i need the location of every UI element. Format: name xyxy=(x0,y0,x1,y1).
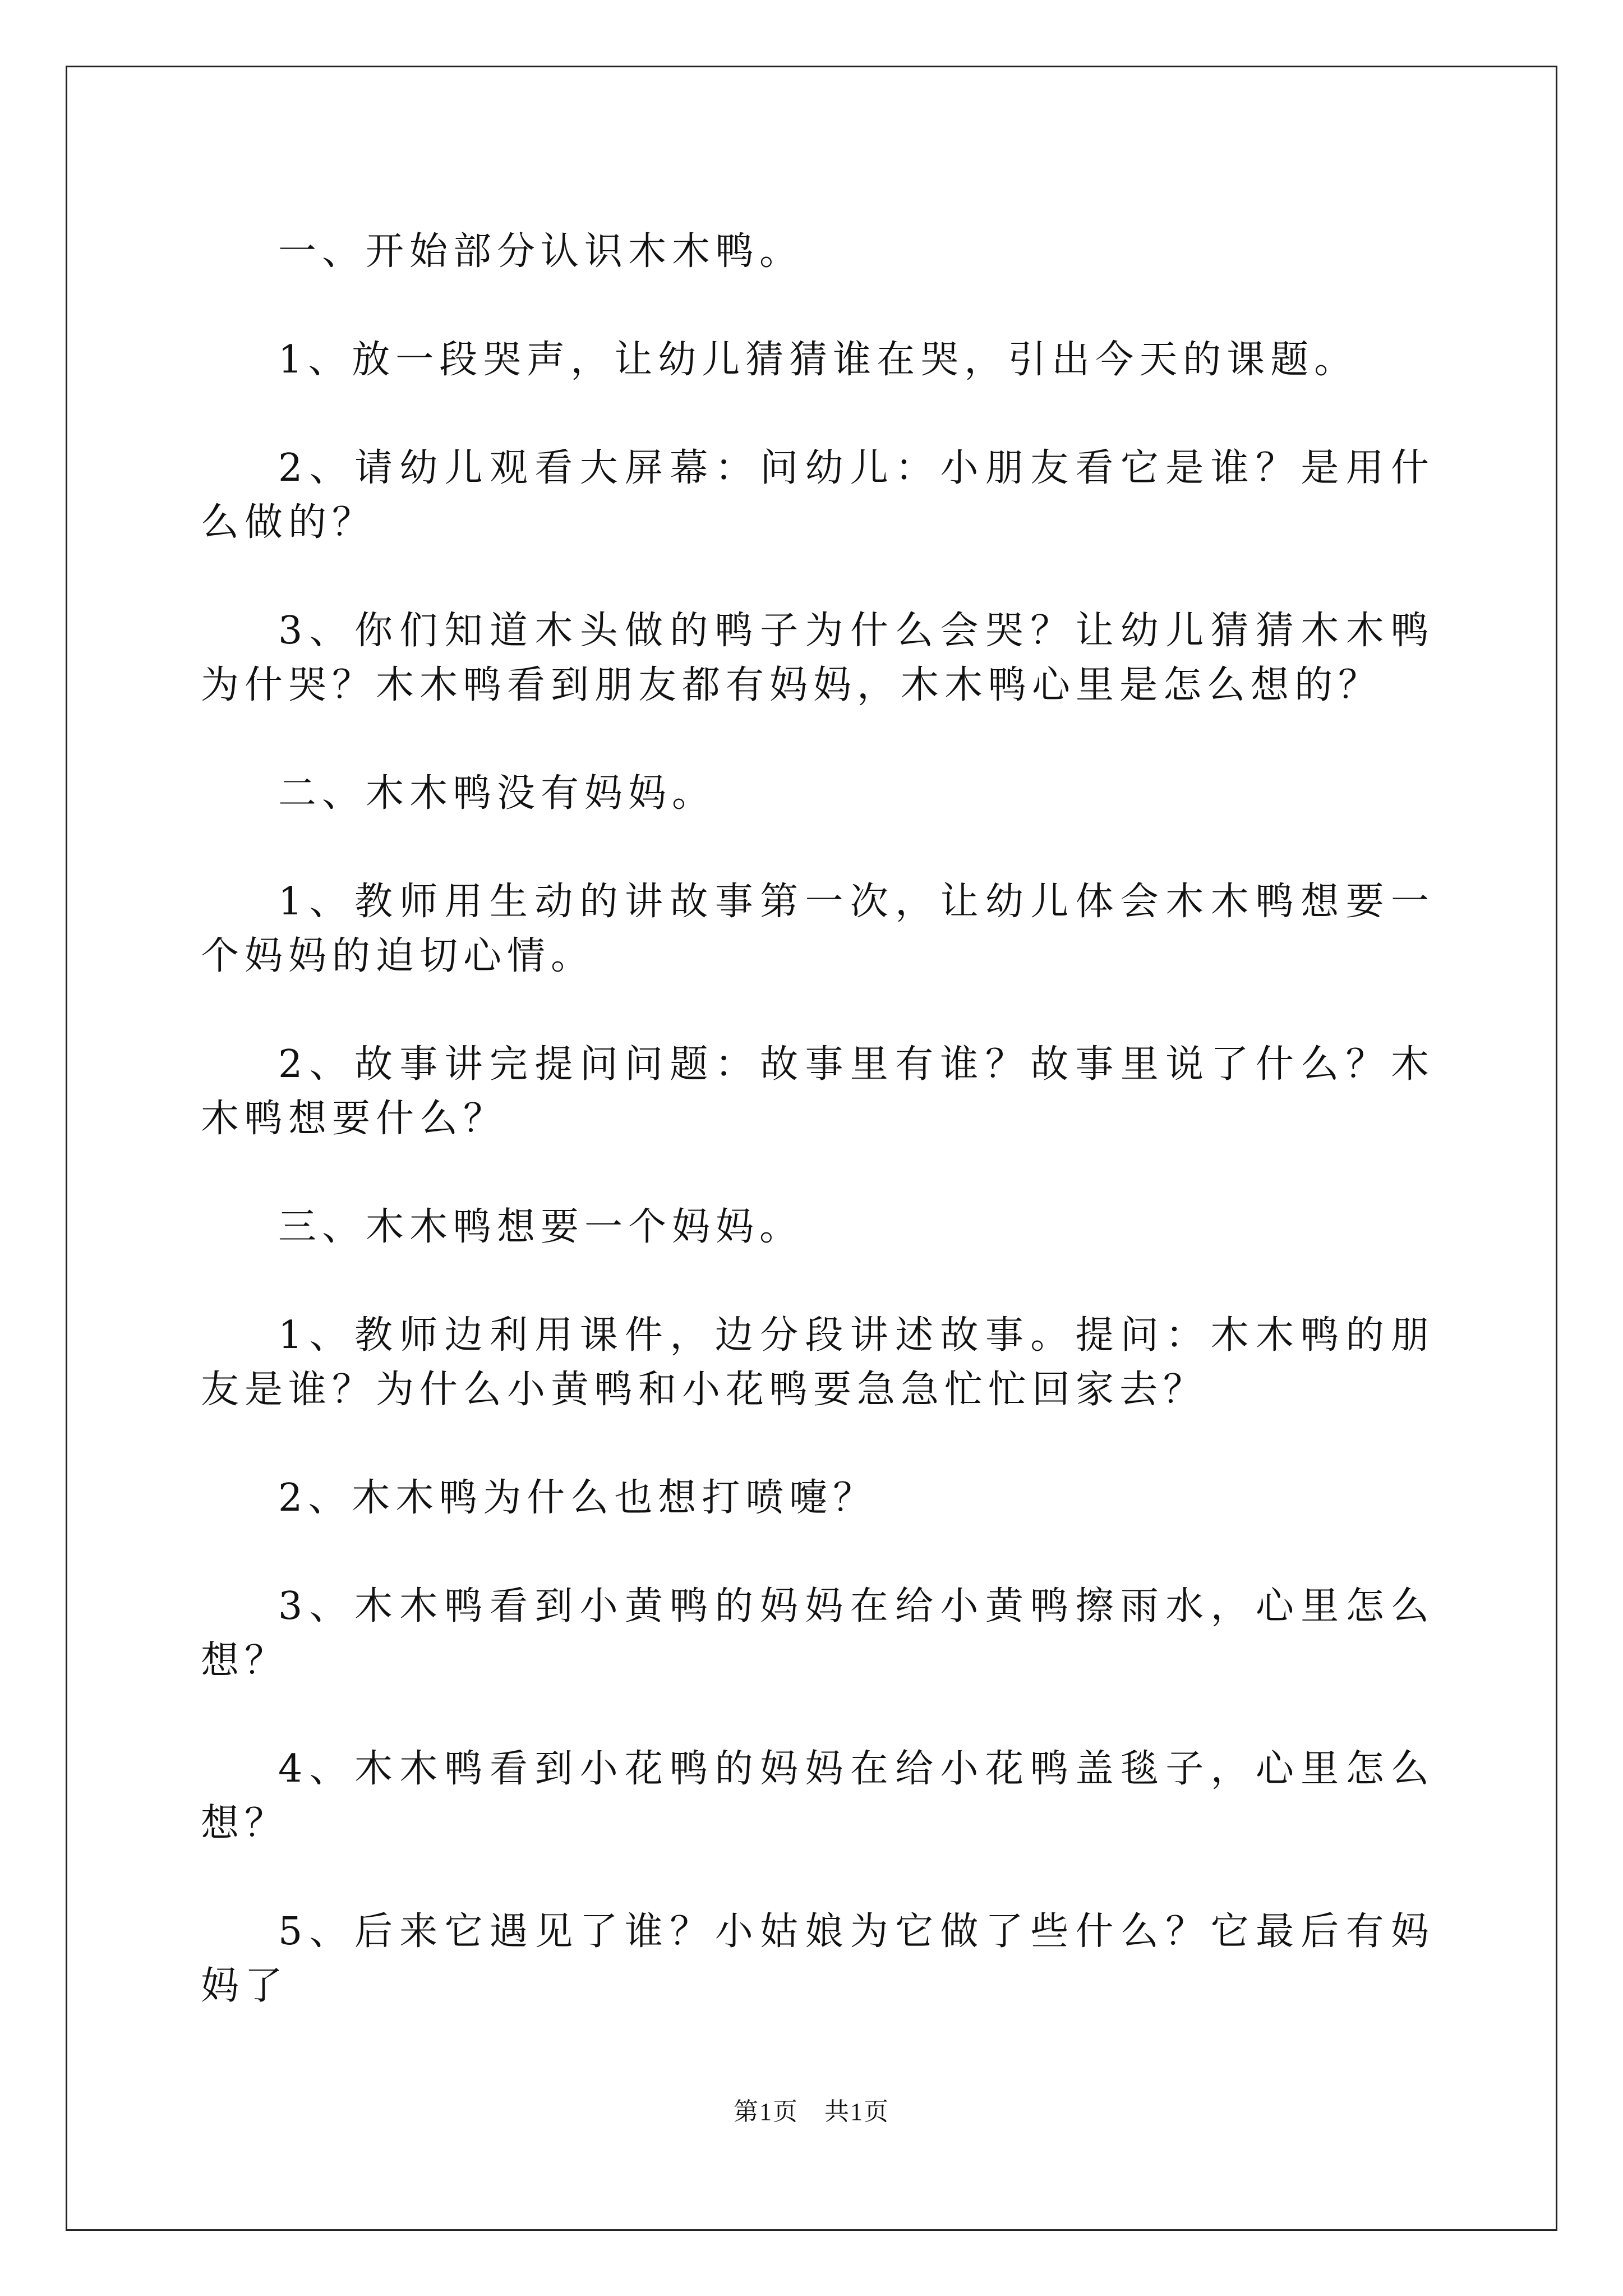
list-item: 3、木木鸭看到小黄鸭的妈妈在给小黄鸭擦雨水，心里怎么想？ xyxy=(201,1584,1435,1683)
list-item: 3、你们知道木头做的鸭子为什么会哭？让幼儿猜猜木木鸭为什哭？木木鸭看到朋友都有妈妈，木木鸭心里是怎么想的？ xyxy=(201,609,1435,707)
list-item: 2、请幼儿观看大屏幕：问幼儿：小朋友看它是谁？是用什么做的？ xyxy=(201,446,1435,545)
section-heading-2: 二、木木鸭没有妈妈。 xyxy=(278,771,716,816)
list-item: 1、放一段哭声，让幼儿猜猜谁在哭，引出今天的课题。 xyxy=(278,338,1358,382)
list-item: 4、木木鸭看到小花鸭的妈妈在给小花鸭盖毯子，心里怎么想？ xyxy=(201,1747,1435,1846)
page-number: 第1页 xyxy=(734,2098,799,2125)
list-item: 2、木木鸭为什么也想打喷嚏？ xyxy=(278,1476,877,1520)
page-total: 共1页 xyxy=(824,2098,889,2125)
list-item: 5、后来它遇见了谁？小姑娘为它做了些什么？它最后有妈妈了 xyxy=(201,1910,1435,2008)
list-item: 2、故事讲完提问问题：故事里有谁？故事里说了什么？木木鸭想要什么？ xyxy=(201,1042,1435,1141)
list-item: 1、教师边利用课件，边分段讲述故事。提问：木木鸭的朋友是谁？为什么小黄鸭和小花鸭要急急忙忙回家去？ xyxy=(201,1313,1435,1412)
list-item: 1、教师用生动的讲故事第一次，让幼儿体会木木鸭想要一个妈妈的迫切心情。 xyxy=(201,880,1435,978)
section-heading-1: 一、开始部分认识木木鸭。 xyxy=(278,229,804,274)
page-footer xyxy=(0,2095,1623,2129)
document-body xyxy=(201,224,1435,2013)
section-heading-3: 三、木木鸭想要一个妈妈。 xyxy=(278,1205,804,1249)
